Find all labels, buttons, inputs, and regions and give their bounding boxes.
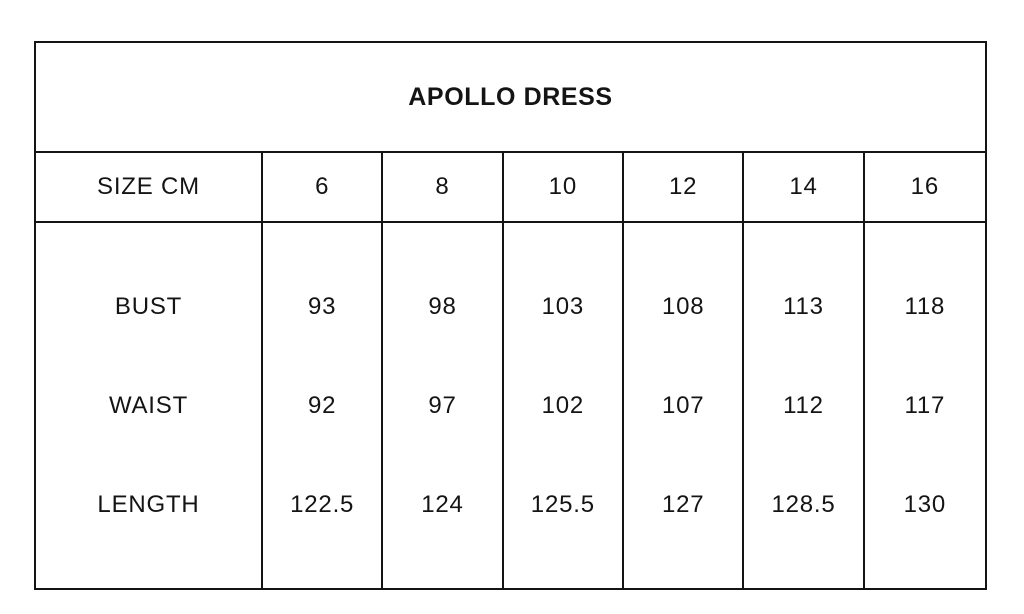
bust-value: 93 [308,292,337,320]
bust-value: 98 [428,292,457,320]
bust-value: 113 [783,292,824,320]
value-column-size-8 [383,223,503,588]
value-column-size-16 [865,223,985,588]
size-col-header-12: 12 [624,153,744,221]
waist-value: 117 [904,391,946,419]
length-value: 127 [661,490,705,518]
waist-value: 102 [541,391,585,419]
length-value: 122.5 [290,490,355,518]
bust-value: 103 [541,292,585,320]
length-value: 125.5 [530,490,595,518]
size-col-header-14: 14 [744,153,864,221]
measurement-label-bust: BUST [114,292,183,320]
measurement-label-waist: WAIST [108,391,189,419]
size-chart-table [34,41,987,590]
bust-value: 118 [904,292,946,320]
waist-value: 92 [308,391,337,419]
bust-value: 108 [661,292,705,320]
size-col-header-10: 10 [504,153,624,221]
chart-title: APOLLO DRESS [36,43,985,153]
size-unit-header: SIZE CM [36,153,263,221]
value-column-size-10 [504,223,624,588]
waist-value: 97 [428,391,457,419]
value-column-size-12 [624,223,744,588]
value-column-size-6 [263,223,383,588]
size-col-header-16: 16 [910,173,939,200]
measurement-label-column [36,223,263,588]
waist-value: 107 [661,391,705,419]
length-value: 130 [903,490,947,518]
waist-value: 112 [783,391,824,419]
length-value: 128.5 [771,490,836,518]
measurement-label-length: LENGTH [97,490,200,518]
measurements-body [36,223,985,588]
length-value: 124 [421,490,464,518]
size-header-row [36,153,985,223]
value-column-size-14 [744,223,864,588]
size-col-header-8: 8 [383,153,503,221]
size-col-header-6: 6 [263,153,383,221]
